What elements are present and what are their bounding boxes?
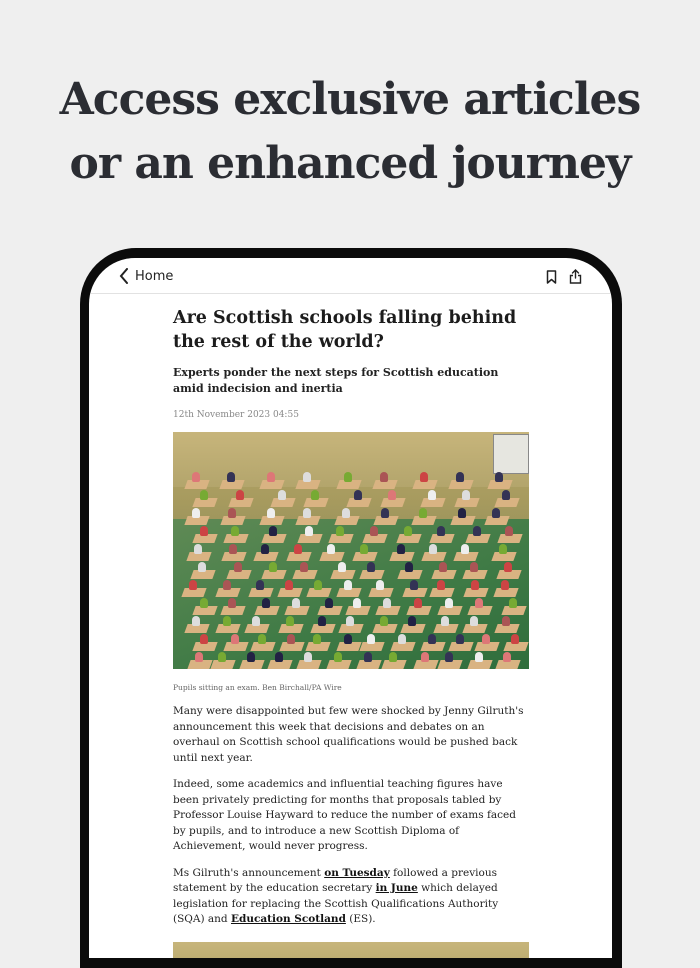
link-education-scotland[interactable]: Education Scotland xyxy=(231,913,346,925)
toolbar-icons xyxy=(546,269,582,288)
article-photo-exam-hall xyxy=(173,432,529,669)
article-paragraph-1: Many were disappointed but few were shocked by Jenny Gilruth's announcement this week that decisions and debates on an overhaul on Scottish school qualifications would be pushed back until next year. xyxy=(173,705,524,764)
article-paragraph-2: Indeed, some academics and influential teaching figures have been privately predicting for months that proposals tabled by Professor Louise Hayward to reduce the number of exams faced by pupils, and to introduce a new Scottish Diploma of Achievement, would never progress. xyxy=(173,778,516,852)
link-in-june[interactable]: in June xyxy=(375,882,418,894)
promo-headline-line2: or an enhanced journey xyxy=(69,138,631,189)
article-paragraph-3: Ms Gilruth's announcement on Tuesday followed a previous statement by the education secretary in June which delayed legislation for replacing the Scottish Qualifications Authority (SQA) and Education Scotland (ES). xyxy=(173,866,499,925)
image-caption: Pupils sitting an exam. Ben Birchall/PA Wire xyxy=(173,683,342,692)
back-label: Home xyxy=(135,268,174,284)
bookmark-icon[interactable] xyxy=(546,269,557,288)
link-on-tuesday[interactable]: on Tuesday xyxy=(324,866,390,879)
promo-headline-line1: Access exclusive articles xyxy=(59,74,641,125)
back-home-button[interactable] xyxy=(119,268,173,284)
top-navigation-bar xyxy=(89,258,612,294)
article-date: 12th November 2023 04:55 xyxy=(173,410,299,420)
article-title: Are Scottish schools falling behind the rest of the world? xyxy=(173,308,517,352)
chevron-left-icon xyxy=(119,268,129,284)
tablet-screen xyxy=(89,258,612,958)
share-icon[interactable] xyxy=(569,269,582,288)
promo-headline xyxy=(0,68,700,196)
article-body xyxy=(173,306,529,958)
article-photo-2 xyxy=(173,942,529,959)
article-subtitle: Experts ponder the next steps for Scottish education amid indecision and inertia xyxy=(173,366,499,395)
